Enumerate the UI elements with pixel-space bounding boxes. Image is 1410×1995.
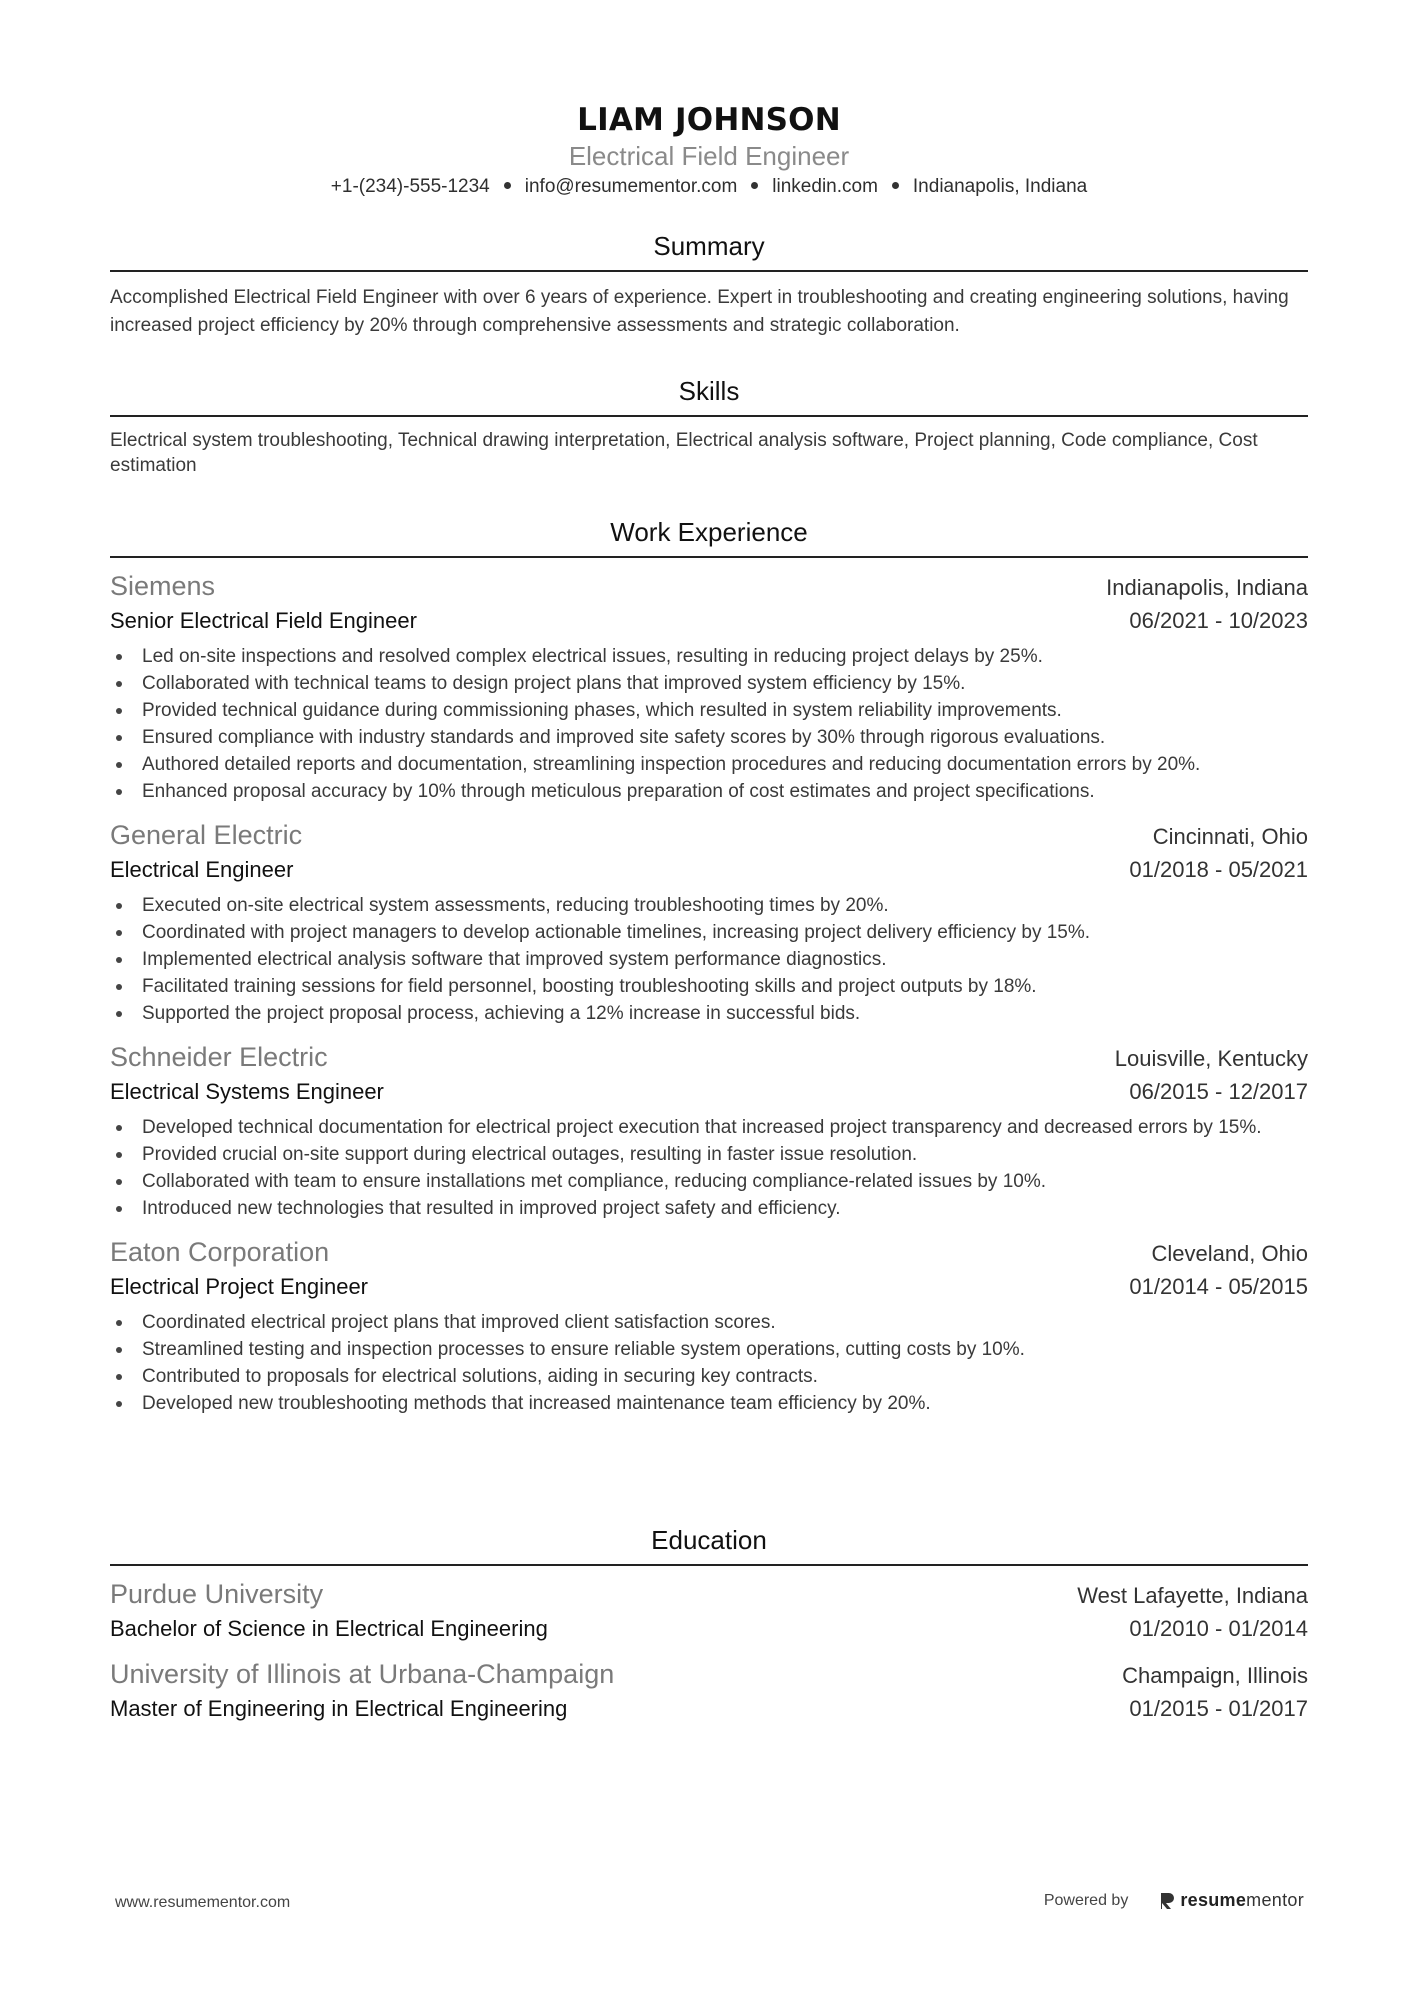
education-location: Champaign, Illinois (1122, 1663, 1308, 1688)
bullet-item: Coordinated electrical project plans that improved client satisfaction scores. (110, 1309, 1308, 1336)
education-heading: Education (110, 1522, 1308, 1566)
education-section (110, 1522, 1308, 1726)
job-bullets (110, 643, 1308, 805)
resume-page (110, 0, 1308, 1995)
job-location: Indianapolis, Indiana (1106, 575, 1308, 600)
skills-section (110, 373, 1308, 478)
contact-phone: +1-(234)-555-1234 (330, 176, 490, 197)
bullet-item: Streamlined testing and inspection processes to ensure reliable system operations, cutting costs by 10%. (110, 1336, 1308, 1363)
job-entry (110, 1234, 1308, 1417)
job-entry (110, 1039, 1308, 1222)
job-role: Electrical Project Engineer (110, 1274, 369, 1299)
job-entry (110, 568, 1308, 805)
job-role: Electrical Engineer (110, 857, 294, 882)
brand-bold: resume (1180, 1890, 1247, 1910)
bullet-item: Collaborated with team to ensure installations met compliance, reducing compliance-related issues by 10%. (110, 1168, 1308, 1195)
contact-line (110, 173, 1308, 201)
candidate-name: LIAM JOHNSON (577, 102, 841, 138)
job-bullets (110, 892, 1308, 1027)
experience-heading: Work Experience (110, 514, 1308, 558)
summary-heading: Summary (110, 228, 1308, 272)
job-company: Siemens (110, 571, 216, 601)
job-location: Cincinnati, Ohio (1152, 824, 1308, 849)
job-bullets (110, 1309, 1308, 1417)
education-school: University of Illinois at Urbana-Champaign (110, 1659, 615, 1689)
job-company: Schneider Electric (110, 1042, 328, 1072)
powered-by-label: Powered by (1043, 1891, 1129, 1909)
education-dates: 01/2015 - 01/2017 (1129, 1696, 1308, 1721)
education-entry (110, 1576, 1308, 1646)
bullet-item: Enhanced proposal accuracy by 10% through meticulous preparation of cost estimates and project specifications. (110, 778, 1308, 805)
experience-section (110, 514, 1308, 1417)
bullet-item: Developed new troubleshooting methods that increased maintenance team efficiency by 20%. (110, 1390, 1308, 1417)
job-dates: 01/2018 - 05/2021 (1129, 857, 1308, 882)
education-entry (110, 1656, 1308, 1726)
education-location: West Lafayette, Indiana (1077, 1583, 1308, 1608)
bullet-item: Provided crucial on-site support during electrical outages, resulting in faster issue resolution. (110, 1141, 1308, 1168)
bullet-item: Executed on-site electrical system assessments, reducing troubleshooting times by 20%. (110, 892, 1308, 919)
brand-wordmark[interactable] (1180, 1890, 1304, 1911)
candidate-title: Electrical Field Engineer (568, 141, 850, 171)
separator-dot (751, 182, 758, 189)
bullet-item: Introduced new technologies that resulted in improved project safety and efficiency. (110, 1195, 1308, 1222)
bullet-item: Implemented electrical analysis software that improved system performance diagnostics. (110, 946, 1308, 973)
job-dates: 06/2015 - 12/2017 (1129, 1079, 1308, 1104)
bullet-item: Contributed to proposals for electrical solutions, aiding in securing key contracts. (110, 1363, 1308, 1390)
bullet-item: Supported the project proposal process, achieving a 12% increase in successful bids. (110, 1000, 1308, 1027)
contact-location: Indianapolis, Indiana (912, 176, 1088, 197)
resume-header (110, 98, 1308, 201)
job-location: Louisville, Kentucky (1114, 1046, 1308, 1071)
footer-website[interactable]: www.resumementor.com (115, 1894, 291, 1911)
education-degree: Master of Engineering in Electrical Engineering (110, 1696, 568, 1721)
skills-heading: Skills (110, 373, 1308, 417)
job-company: General Electric (110, 820, 303, 850)
brand-regular: mentor (1246, 1890, 1304, 1910)
bullet-item: Facilitated training sessions for field personnel, boosting troubleshooting skills and project outputs by 18%. (110, 973, 1308, 1000)
separator-dot (892, 182, 899, 189)
separator-dot (504, 182, 511, 189)
bullet-item: Authored detailed reports and documentation, streamlining inspection procedures and reducing documentation errors by 20%. (110, 751, 1308, 778)
education-school: Purdue University (110, 1579, 324, 1609)
job-entry (110, 817, 1308, 1027)
bullet-item: Collaborated with technical teams to design project plans that improved system efficiency by 15%. (110, 670, 1308, 697)
job-role: Senior Electrical Field Engineer (110, 608, 417, 633)
resumementor-logo-icon (1158, 1891, 1176, 1911)
job-role: Electrical Systems Engineer (110, 1079, 384, 1104)
bullet-item: Developed technical documentation for electrical project execution that increased project transparency and decreased errors by 15%. (110, 1114, 1308, 1141)
bullet-item: Coordinated with project managers to develop actionable timelines, increasing project delivery efficiency by 15%. (110, 919, 1308, 946)
bullet-item: Provided technical guidance during commissioning phases, which resulted in system reliability improvements. (110, 697, 1308, 724)
contact-email[interactable]: info@resumementor.com (524, 176, 738, 197)
skills-text: Electrical system troubleshooting, Technical drawing interpretation, Electrical analysis software, Project planning, Code compliance, Cost estimation (110, 430, 1258, 476)
job-dates: 06/2021 - 10/2023 (1129, 608, 1308, 633)
job-company: Eaton Corporation (110, 1237, 330, 1267)
bullet-item: Ensured compliance with industry standards and improved site safety scores by 30% through rigorous evaluations. (110, 724, 1308, 751)
job-location: Cleveland, Ohio (1151, 1241, 1308, 1266)
education-dates: 01/2010 - 01/2014 (1129, 1616, 1308, 1641)
job-bullets (110, 1114, 1308, 1222)
job-dates: 01/2014 - 05/2015 (1129, 1274, 1308, 1299)
footer-branding (1044, 1890, 1304, 1911)
summary-section (110, 228, 1308, 340)
bullet-item: Led on-site inspections and resolved complex electrical issues, resulting in reducing project delays by 25%. (110, 643, 1308, 670)
education-degree: Bachelor of Science in Electrical Engineering (110, 1616, 548, 1641)
summary-text: Accomplished Electrical Field Engineer with over 6 years of experience. Expert in troubleshooting and creating engineering solutions, having increased project efficiency by 20% through comprehensive assessments and strategic collaboration. (110, 287, 1289, 336)
contact-linkedin[interactable]: linkedin.com (772, 176, 878, 197)
